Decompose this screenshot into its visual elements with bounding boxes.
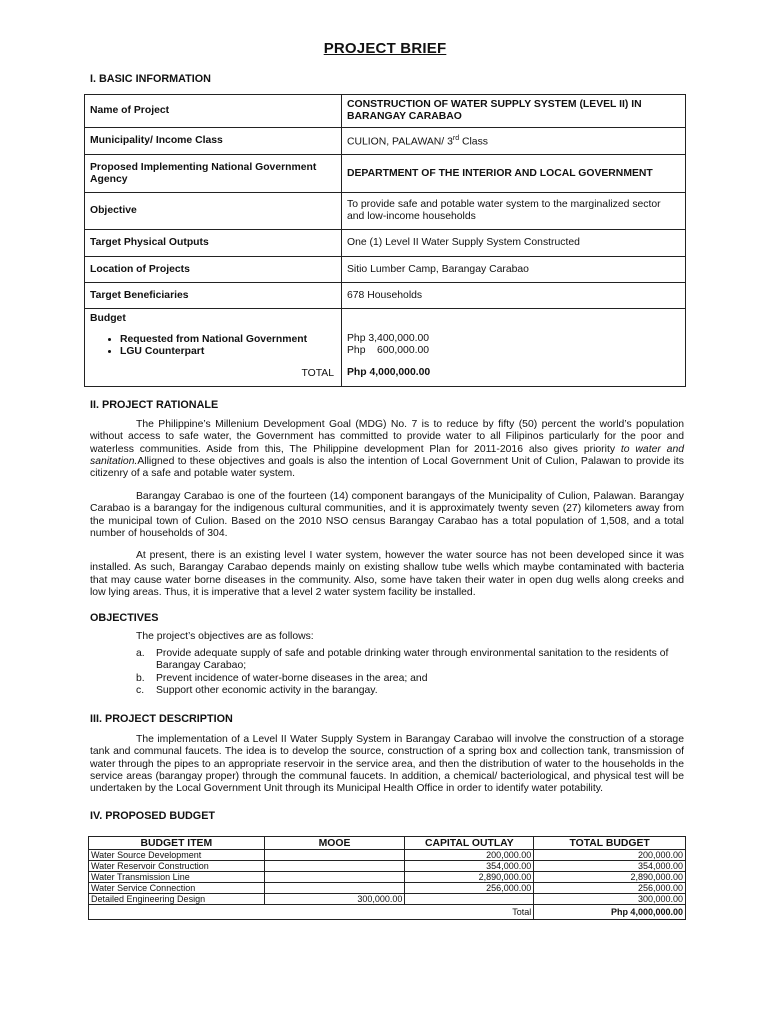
budget-row [89, 861, 686, 872]
objectives-intro: The project’s objectives are as follows: [136, 631, 314, 642]
info-value: To provide safe and potable water system to the marginalized sector and low-income households [342, 193, 686, 230]
info-row-municipality [85, 128, 686, 155]
budget-source-list [90, 334, 336, 358]
info-row-budget [85, 309, 686, 387]
info-row-beneficiaries [85, 283, 686, 309]
objective-marker: b. [136, 672, 145, 684]
budget-total-cell: 256,000.00 [534, 883, 686, 894]
budget-header-cell: TOTAL BUDGET [534, 837, 686, 850]
objective-marker: c. [136, 684, 145, 696]
budget-capital-cell: 200,000.00 [405, 850, 534, 861]
budget-grand-total: Php 4,000,000.00 [534, 905, 686, 920]
budget-item-cell: Water Source Development [89, 850, 265, 861]
budget-source-item: • Requested from National Government [120, 334, 336, 346]
description-paragraph [90, 734, 684, 795]
info-row-location [85, 257, 686, 283]
objective-text: Support other economic activity in the barangay. [156, 684, 378, 696]
rationale-paragraph-1 [90, 419, 684, 480]
budget-source-item: • LGU Counterpart [120, 346, 336, 358]
objective-item [136, 673, 684, 685]
proposed-budget-table [88, 836, 686, 920]
objective-marker: a. [136, 648, 145, 659]
budget-item-cell: Detailed Engineering Design [89, 894, 265, 905]
budget-value-lgu: Php 600,000.00 [347, 345, 430, 356]
budget-total-cell: 2,890,000.00 [534, 872, 686, 883]
municipality-text: CULION, PALAWAN/ 3 [347, 136, 453, 148]
document-title: PROJECT BRIEF [323, 40, 447, 57]
budget-row [89, 894, 686, 905]
budget-row [89, 883, 686, 894]
budget-value-national: Php 3,400,000.00 [347, 333, 430, 344]
info-value [342, 309, 686, 387]
objectives-list [136, 648, 684, 697]
info-label [85, 309, 342, 387]
info-value: Sitio Lumber Camp, Barangay Carabao [342, 257, 686, 283]
rationale-paragraph-3 [90, 550, 684, 599]
budget-capital-cell: 2,890,000.00 [405, 872, 534, 883]
budget-capital-cell: 354,000.00 [405, 861, 534, 872]
info-value: DEPARTMENT OF THE INTERIOR AND LOCAL GOVERNMENT [342, 155, 686, 193]
budget-item-cell: Water Reservoir Construction [89, 861, 265, 872]
objective-text: Prevent incidence of water-borne diseases in the area; and [156, 672, 428, 684]
budget-header-cell: CAPITAL OUTLAY [405, 837, 534, 850]
budget-header-row [89, 837, 686, 850]
objective-item [136, 685, 684, 697]
budget-total-cell: 354,000.00 [534, 861, 686, 872]
section-heading-objectives: OBJECTIVES [90, 612, 159, 624]
ordinal-suffix: rd [452, 135, 460, 143]
section-heading-proposed-budget: IV. PROPOSED BUDGET [90, 810, 215, 822]
budget-mooe-cell [264, 872, 405, 883]
objective-text: Provide adequate supply of safe and potable drinking water through environmental sanitation to the residents of Barangay Carabao; [156, 648, 669, 672]
basic-information-table [84, 94, 686, 387]
objective-item [136, 648, 684, 673]
budget-item-cell: Water Transmission Line [89, 872, 265, 883]
budget-total-label: Total [405, 905, 534, 920]
rationale-text: At present, there is an existing level I water system, however the water source has not been developed since it was installed. As such, Barangay Carabao depends mainly on existing shallow tube wells which maybe contaminated with bacteria that may cause water borne diseases in the community. Also, some have taken their water in open dug wells along creeks and low lying areas. Thus, it is imperative that a level 2 water system facility be installed. [90, 550, 684, 598]
budget-total-value: Php 4,000,000.00 [347, 367, 431, 378]
info-label: Proposed Implementing National Government Agency [85, 155, 342, 193]
budget-capital-cell: 256,000.00 [405, 883, 534, 894]
budget-mooe-cell [264, 883, 405, 894]
budget-total-cell: 200,000.00 [534, 850, 686, 861]
income-class-text: Class [459, 136, 488, 148]
section-heading-project-rationale: II. PROJECT RATIONALE [90, 399, 219, 411]
info-row-name [85, 95, 686, 128]
info-value: One (1) Level II Water Supply System Constructed [342, 230, 686, 257]
budget-row [89, 872, 686, 883]
budget-row [89, 850, 686, 861]
info-label: Objective [85, 193, 342, 230]
budget-item-cell: Water Service Connection [89, 883, 265, 894]
section-heading-basic-information: I. BASIC INFORMATION [90, 73, 211, 85]
budget-total-row [89, 905, 686, 920]
info-label: Location of Projects [85, 257, 342, 283]
budget-header-cell: BUDGET ITEM [89, 837, 265, 850]
rationale-text: Barangay Carabao is one of the fourteen (14) component barangays of the Municipality of Culion, Palawan. Barangay Carabao is a barangay for the indigenous cultural communities, and it is approximately twenty seven (27) kilometers away from the municipal town of Culion. Based on the 2010 NSO census Barangay Carabao has a total population of 1,508, and a total number of households of 304. [90, 491, 684, 539]
info-value: 678 Households [342, 283, 686, 309]
info-value [342, 128, 686, 155]
budget-mooe-cell [264, 850, 405, 861]
rationale-paragraph-2 [90, 491, 684, 540]
info-label: Target Beneficiaries [85, 283, 342, 309]
budget-mooe-cell: 300,000.00 [264, 894, 405, 905]
budget-label: Budget [90, 313, 126, 324]
budget-total-label: TOTAL [301, 368, 334, 379]
budget-total-spacer [89, 905, 405, 920]
rationale-text: The Philippine’s Millenium Development Goal (MDG) No. 7 is to reduce by fifty (50) percent the world’s population without access to safe water, the Government has committed to provide water to all Filipinos particularly for the poor and waterless communities. Aside from this, The Philippine development Plan for 2011-2016 also gives priority [90, 419, 684, 455]
description-text: The implementation of a Level II Water Supply System in Barangay Carabao will involve the construction of a storage tank and communal faucets. The idea is to develop the source, construction of a spring box and collection tank, transmission of water through the pipes to an appropriate reservoir in the service area, and then the distribution of water to the households in the service areas (barangay proper) through the communal faucets. In addition, a chemical/ bacteriological, and physical test will be undertaken by the Local Government Unit through its Municipal Health Office in order to identify water potability. [90, 734, 684, 795]
info-row-outputs [85, 230, 686, 257]
info-row-agency [85, 155, 686, 193]
rationale-italic-text: to water and sanitation. [90, 443, 685, 467]
info-label: Municipality/ Income Class [85, 128, 342, 155]
budget-mooe-cell [264, 861, 405, 872]
info-row-objective [85, 193, 686, 230]
info-label: Name of Project [85, 95, 342, 128]
info-label: Target Physical Outputs [85, 230, 342, 257]
rationale-text: Alligned to these objectives and goals is also the intention of Local Government Unit of Culion, Palawan to provide its citizenry of a safe and potable water system. [90, 455, 684, 480]
budget-capital-cell [405, 894, 534, 905]
section-heading-project-description: III. PROJECT DESCRIPTION [90, 713, 233, 725]
budget-total-cell: 300,000.00 [534, 894, 686, 905]
info-value: CONSTRUCTION OF WATER SUPPLY SYSTEM (LEVEL II) IN BARANGAY CARABAO [342, 95, 686, 128]
budget-header-cell: MOOE [264, 837, 405, 850]
